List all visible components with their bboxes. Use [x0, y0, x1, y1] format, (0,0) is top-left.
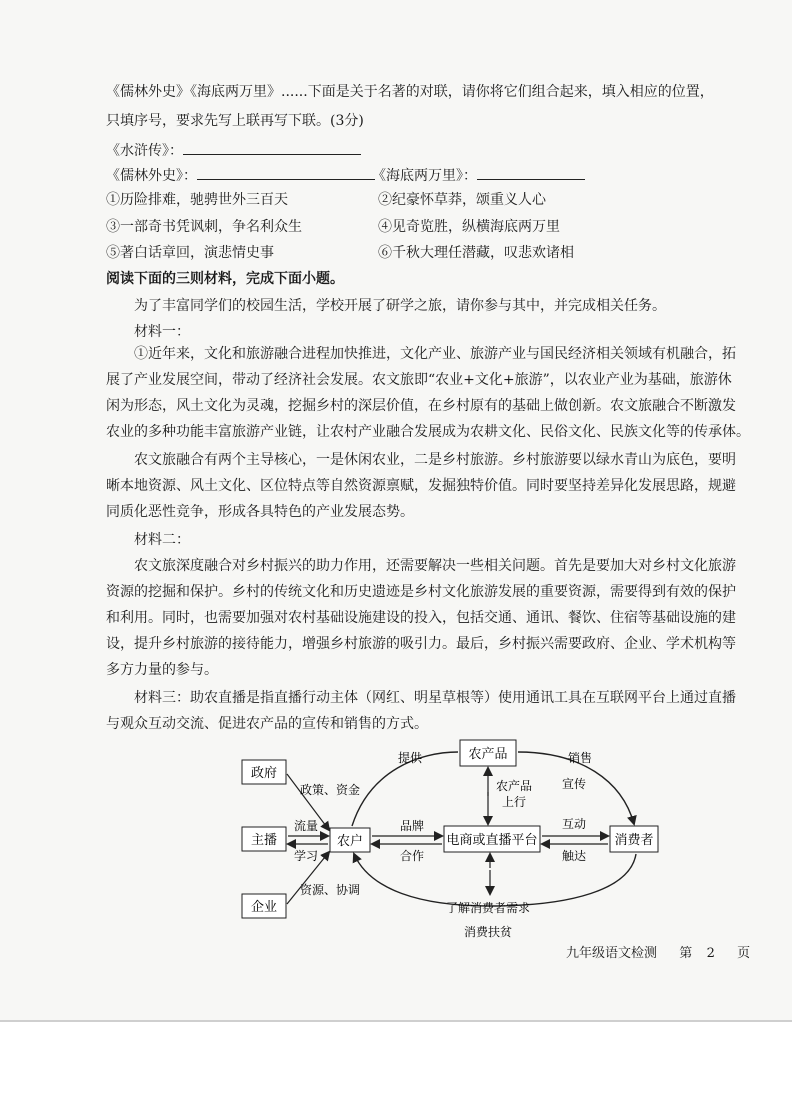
footer-page-prefix: 第 [679, 946, 693, 961]
label-product-up-1: 农产品 [496, 779, 533, 793]
m1-p2-line: 晰本地资源、风土文化、区位特点等自然资源禀赋，发掘独特价值。同时要坚持差异化发展思路，规避 [106, 478, 736, 494]
page-footer [566, 942, 750, 961]
m3-line: 材料三：助农直播是指直播行动主体（网红、明星草根等）使用通讯工具在互联网平台上通过直播 [134, 690, 736, 706]
option-3: ③一部奇书凭讽刺，争名利众生 [106, 219, 302, 235]
label-brand: 品牌 [400, 819, 425, 833]
node-anchor: 主播 [250, 833, 278, 848]
label-provide: 提供 [398, 751, 423, 765]
m3-line: 与观众互动交流、促进农产品的宣传和销售的方式。 [106, 716, 428, 732]
m1-p2-line: 同质化恶性竞争，形成各具特色的产业发展态势。 [106, 504, 414, 520]
label-promote: 宣传 [562, 777, 587, 791]
blank-label-rulin: 《儒林外史》： [106, 168, 197, 184]
question-intro-2: 只填序号，要求先写上联再写下联。(3分) [106, 113, 364, 129]
label-interact: 互动 [562, 817, 587, 831]
label-policy: 政策、资金 [300, 783, 361, 797]
m2-line: 资源的挖掘和保护。乡村的传统文化和历史遗迹是乡村文化旅游发展的重要资源，需要得到有效的保护 [106, 584, 736, 600]
label-coop: 合作 [400, 849, 425, 863]
node-platform: 电商或直播平台 [446, 833, 538, 848]
m1-p1-line: ①近年来，文化和旅游融合进程加快推进，文化产业、旅游产业与国民经济相关领域有机融合，拓 [134, 346, 736, 362]
footer-title: 九年级语文检测 [566, 946, 658, 961]
node-product: 农产品 [468, 747, 508, 762]
option-5: ⑤著白话章回，演悲情史事 [106, 245, 274, 261]
label-understand: 了解消费者需求 [446, 901, 531, 915]
question-intro: 《儒林外史》《海底两万里》......下面是关于名著的对联，请你将它们组合起来，填入相应的位置， [106, 84, 714, 100]
m1-p1-line: 闲为形态，风土文化为灵魂，挖掘乡村的深层价值，在乡村原有的基础上做创新。农文旅融合不断激发 [106, 398, 736, 414]
node-consumer: 消费者 [614, 833, 654, 848]
label-traffic: 流量 [294, 819, 319, 833]
label-poverty: 消费扶贫 [464, 925, 513, 939]
label-sell: 销售 [568, 751, 593, 765]
m1-p2-line: 农文旅融合有两个主导核心，一是休闲农业，二是乡村旅游。乡村旅游要以绿水青山为底色，要明 [134, 452, 736, 468]
option-4: ④见奇览胜，纵横海底两万里 [378, 219, 560, 235]
m2-line: 多方力量的参与。 [106, 662, 218, 678]
option-6: ⑥千秋大理任潜藏，叹悲欢诸相 [378, 245, 574, 261]
reading-heading: 阅读下面的三则材料，完成下面小题。 [106, 271, 344, 287]
m2-line: 农文旅深度融合对乡村振兴的助力作用，还需要解决一些相关问题。首先是要加大对乡村文化旅游 [134, 558, 736, 574]
node-company: 企业 [250, 900, 278, 915]
node-farmer: 农户 [336, 834, 364, 849]
option-1: ①历险排难，驰骋世外三百天 [106, 192, 288, 208]
blank-label-haidi: 《海底两万里》： [372, 168, 477, 184]
label-resource: 资源、协调 [300, 883, 361, 897]
footer-page-suffix: 页 [737, 946, 751, 961]
material-1-title: 材料一： [134, 324, 190, 340]
m1-p1-line: 农业的多种功能丰富旅游产业链，让农村产业融合发展成为农耕文化、民俗文化、民族文化等的传承体。 [106, 424, 750, 440]
curve-consumer-farmer [354, 854, 636, 906]
label-product-up-2: 上行 [502, 795, 527, 809]
blank-label-shuihu: 《水浒传》： [106, 143, 183, 159]
footer-page-number: 2 [706, 946, 715, 961]
material-2-title: 材料二： [134, 532, 190, 548]
m1-p1-line: 展了产业发展空间，带动了经济社会发展。农文旅即“农业+文化+旅游”，以农业产业为基础，旅游休 [106, 372, 732, 388]
label-learn: 学习 [294, 849, 319, 863]
node-gov: 政府 [250, 766, 278, 781]
option-2: ②纪豪怀草莽，颂重义人心 [378, 192, 546, 208]
m2-line: 设，提升乡村旅游的接待能力，增强乡村旅游的吸引力。最后，乡村振兴需要政府、企业、学术机构等 [106, 636, 736, 652]
m2-line: 和利用。同时，也需要加强对农村基础设施建设的投入，包括交通、通讯、餐饮、住宿等基础设施的建 [106, 610, 736, 626]
label-reach: 触达 [562, 849, 587, 863]
reading-task: 为了丰富同学们的校园生活，学校开展了研学之旅，请你参与其中，并完成相关任务。 [134, 298, 666, 314]
